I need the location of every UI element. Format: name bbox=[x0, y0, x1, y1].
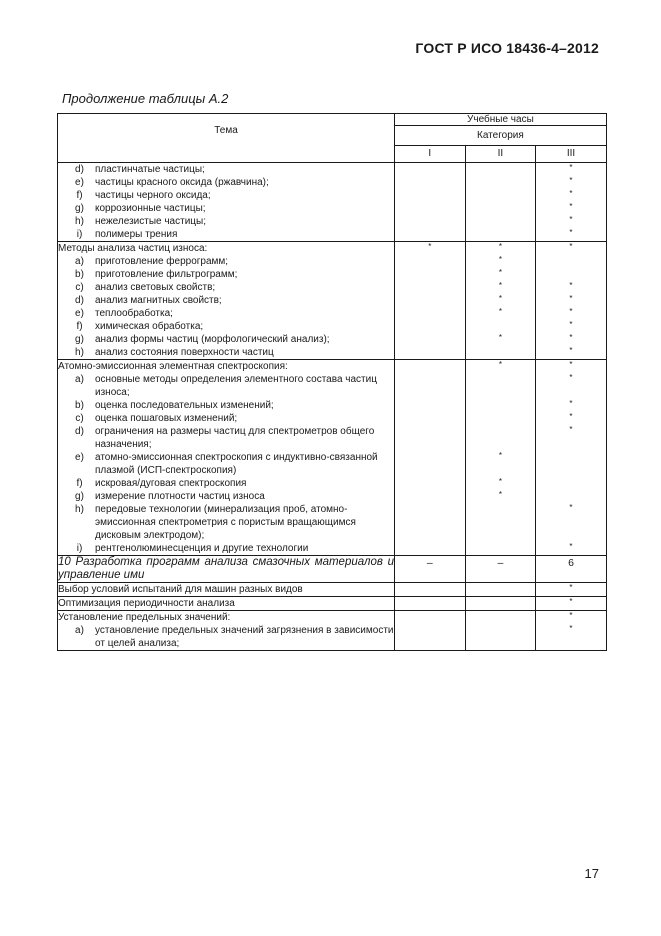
hours-cell-category-2: * bbox=[465, 294, 536, 307]
hours-cell-category-2 bbox=[465, 399, 536, 412]
hours-cell-category-1 bbox=[395, 346, 466, 360]
hours-cell-category-1 bbox=[395, 503, 466, 542]
header-category-1: I bbox=[395, 146, 466, 163]
topic-cell bbox=[58, 228, 395, 242]
item-label: h) bbox=[75, 504, 84, 515]
header-category-3: III bbox=[536, 146, 607, 163]
hours-cell-category-2 bbox=[465, 583, 536, 597]
topic-cell bbox=[58, 503, 395, 542]
topic-cell bbox=[58, 556, 395, 583]
hours-cell-category-3 bbox=[536, 268, 607, 281]
table-row bbox=[58, 333, 607, 346]
header-topic: Тема bbox=[58, 114, 395, 163]
topic-cell bbox=[58, 490, 395, 503]
hours-cell-category-1 bbox=[395, 333, 466, 346]
hours-cell-category-3 bbox=[536, 255, 607, 268]
hours-cell-category-3: * bbox=[536, 373, 607, 399]
item-text: приготовление фильтрограмм; bbox=[95, 269, 238, 280]
hours-cell-category-3: * bbox=[536, 597, 607, 611]
hours-cell-category-2 bbox=[465, 346, 536, 360]
hours-cell-category-2: * bbox=[465, 333, 536, 346]
hours-cell-category-1 bbox=[395, 597, 466, 611]
topic-cell bbox=[58, 307, 395, 320]
table-row bbox=[58, 281, 607, 294]
hours-cell-category-1 bbox=[395, 228, 466, 242]
table-row bbox=[58, 597, 607, 611]
topic-cell bbox=[58, 294, 395, 307]
hours-cell-category-2 bbox=[465, 176, 536, 189]
hours-cell-category-3 bbox=[536, 477, 607, 490]
topic-text: Оптимизация периодичности анализа bbox=[58, 598, 235, 609]
item-text: нежелезистые частицы; bbox=[95, 216, 206, 227]
topic-text: Атомно-эмиссионная элементная спектроскопия: bbox=[58, 361, 288, 372]
item-text: анализ световых свойств; bbox=[95, 282, 216, 293]
item-label: d) bbox=[75, 164, 84, 175]
hours-cell-category-1 bbox=[395, 189, 466, 202]
item-text: частицы черного оксида; bbox=[95, 190, 211, 201]
item-label: g) bbox=[75, 334, 84, 345]
hours-cell-category-2 bbox=[465, 611, 536, 625]
item-label: g) bbox=[75, 491, 84, 502]
item-label: d) bbox=[75, 426, 84, 437]
item-label: i) bbox=[76, 229, 83, 240]
table-row bbox=[58, 346, 607, 360]
item-label: d) bbox=[75, 295, 84, 306]
table-row bbox=[58, 373, 607, 399]
item-label: b) bbox=[75, 269, 84, 280]
hours-cell-category-2: * bbox=[465, 281, 536, 294]
hours-cell-category-2 bbox=[465, 425, 536, 451]
table-row bbox=[58, 624, 607, 651]
topic-cell bbox=[58, 268, 395, 281]
hours-cell-category-1 bbox=[395, 163, 466, 177]
hours-cell-category-1 bbox=[395, 542, 466, 556]
table-row bbox=[58, 307, 607, 320]
hours-cell-category-1: – bbox=[395, 556, 466, 583]
hours-cell-category-2 bbox=[465, 163, 536, 177]
hours-cell-category-1 bbox=[395, 255, 466, 268]
hours-cell-category-3: * bbox=[536, 307, 607, 320]
item-label: e) bbox=[75, 308, 84, 319]
hours-cell-category-1 bbox=[395, 281, 466, 294]
item-text: анализ магнитных свойств; bbox=[95, 295, 222, 306]
table-row bbox=[58, 425, 607, 451]
topic-cell bbox=[58, 360, 395, 374]
hours-cell-category-2 bbox=[465, 320, 536, 333]
topic-cell bbox=[58, 215, 395, 228]
item-text: искровая/дуговая спектроскопия bbox=[95, 478, 247, 489]
item-label: e) bbox=[75, 452, 84, 463]
table-row bbox=[58, 215, 607, 228]
item-text: анализ формы частиц (морфологический анализ); bbox=[95, 334, 330, 345]
item-text: оценка пошаговых изменений; bbox=[95, 413, 238, 424]
topic-cell bbox=[58, 477, 395, 490]
hours-cell-category-2 bbox=[465, 228, 536, 242]
hours-cell-category-2 bbox=[465, 624, 536, 651]
table-row bbox=[58, 360, 607, 374]
table-row bbox=[58, 503, 607, 542]
hours-cell-category-2 bbox=[465, 542, 536, 556]
hours-cell-category-1 bbox=[395, 477, 466, 490]
item-label: a) bbox=[75, 625, 84, 636]
document-code: ГОСТ Р ИСО 18436-4–2012 bbox=[415, 40, 599, 56]
item-text: теплообработка; bbox=[95, 308, 173, 319]
topic-cell bbox=[58, 320, 395, 333]
table-row bbox=[58, 412, 607, 425]
topic-cell bbox=[58, 399, 395, 412]
hours-cell-category-2: * bbox=[465, 307, 536, 320]
topic-cell bbox=[58, 451, 395, 477]
topic-cell bbox=[58, 281, 395, 294]
hours-cell-category-2 bbox=[465, 215, 536, 228]
table-row bbox=[58, 189, 607, 202]
table-row bbox=[58, 242, 607, 256]
hours-cell-category-1 bbox=[395, 412, 466, 425]
hours-cell-category-3: * bbox=[536, 542, 607, 556]
topic-cell bbox=[58, 176, 395, 189]
hours-cell-category-3: * bbox=[536, 281, 607, 294]
hours-cell-category-2 bbox=[465, 202, 536, 215]
topic-cell bbox=[58, 242, 395, 256]
item-text: передовые технологии (минерализация проб, атомно-эмиссионная спектрометрия с пористым вращающимся дисковым электродом); bbox=[95, 504, 356, 541]
hours-cell-category-3: 6 bbox=[536, 556, 607, 583]
hours-cell-category-1 bbox=[395, 360, 466, 374]
hours-cell-category-2: * bbox=[465, 490, 536, 503]
hours-cell-category-1 bbox=[395, 307, 466, 320]
table-row bbox=[58, 399, 607, 412]
hours-cell-category-1 bbox=[395, 624, 466, 651]
table-row bbox=[58, 451, 607, 477]
table-row bbox=[58, 163, 607, 177]
item-text: рентгенолюминесценция и другие технологии bbox=[95, 543, 309, 554]
topic-cell bbox=[58, 624, 395, 651]
topic-cell bbox=[58, 255, 395, 268]
hours-cell-category-2 bbox=[465, 373, 536, 399]
hours-cell-category-1 bbox=[395, 320, 466, 333]
hours-cell-category-1 bbox=[395, 268, 466, 281]
hours-cell-category-2: * bbox=[465, 477, 536, 490]
hours-cell-category-1 bbox=[395, 202, 466, 215]
item-label: i) bbox=[76, 543, 83, 554]
item-label: b) bbox=[75, 400, 84, 411]
table-row bbox=[58, 228, 607, 242]
table-row bbox=[58, 490, 607, 503]
topic-cell bbox=[58, 202, 395, 215]
hours-cell-category-1 bbox=[395, 451, 466, 477]
item-text: приготовление феррограмм; bbox=[95, 256, 229, 267]
hours-cell-category-2 bbox=[465, 189, 536, 202]
topic-cell bbox=[58, 611, 395, 625]
topic-cell bbox=[58, 597, 395, 611]
item-label: f) bbox=[76, 321, 83, 332]
hours-cell-category-3: * bbox=[536, 202, 607, 215]
hours-cell-category-3: * bbox=[536, 425, 607, 451]
topic-cell bbox=[58, 346, 395, 360]
table-row bbox=[58, 202, 607, 215]
hours-cell-category-3: * bbox=[536, 583, 607, 597]
item-text: анализ состояния поверхности частиц bbox=[95, 347, 274, 358]
hours-cell-category-3: * bbox=[536, 346, 607, 360]
hours-cell-category-3: * bbox=[536, 320, 607, 333]
item-label: c) bbox=[75, 413, 84, 424]
table-row bbox=[58, 294, 607, 307]
hours-cell-category-3 bbox=[536, 490, 607, 503]
topic-text: Методы анализа частиц износа: bbox=[58, 243, 208, 254]
table-row bbox=[58, 611, 607, 625]
hours-cell-category-3: * bbox=[536, 503, 607, 542]
hours-cell-category-2: * bbox=[465, 242, 536, 256]
item-text: химическая обработка; bbox=[95, 321, 204, 332]
hours-cell-category-3: * bbox=[536, 294, 607, 307]
hours-cell-category-1 bbox=[395, 373, 466, 399]
hours-cell-category-1 bbox=[395, 294, 466, 307]
item-text: пластинчатые частицы; bbox=[95, 164, 205, 175]
hours-cell-category-2 bbox=[465, 503, 536, 542]
item-text: основные методы определения элементного состава частиц износа; bbox=[95, 374, 377, 398]
table-row bbox=[58, 556, 607, 583]
topic-text: Установление предельных значений: bbox=[58, 612, 231, 623]
table-row bbox=[58, 268, 607, 281]
hours-cell-category-2 bbox=[465, 412, 536, 425]
hours-cell-category-2: – bbox=[465, 556, 536, 583]
item-text: коррозионные частицы; bbox=[95, 203, 206, 214]
page-number: 17 bbox=[584, 866, 599, 881]
topic-cell bbox=[58, 412, 395, 425]
section-title: 10 Разработка программ анализа смазочных материалов и управление ими bbox=[58, 556, 394, 581]
table-row bbox=[58, 176, 607, 189]
item-text: ограничения на размеры частиц для спектрометров общего назначения; bbox=[95, 426, 375, 450]
hours-cell-category-3: * bbox=[536, 176, 607, 189]
hours-cell-category-2: * bbox=[465, 268, 536, 281]
item-text: оценка последовательных изменений; bbox=[95, 400, 274, 411]
topic-cell bbox=[58, 542, 395, 556]
hours-cell-category-3: * bbox=[536, 611, 607, 625]
table-row bbox=[58, 477, 607, 490]
hours-cell-category-2: * bbox=[465, 255, 536, 268]
hours-cell-category-3: * bbox=[536, 242, 607, 256]
hours-cell-category-1 bbox=[395, 425, 466, 451]
hours-cell-category-3 bbox=[536, 451, 607, 477]
item-text: атомно-эмиссионная спектроскопия с индуктивно-связанной плазмой (ИСП-спектроскопия) bbox=[95, 452, 378, 476]
topic-text: Выбор условий испытаний для машин разных видов bbox=[58, 584, 303, 595]
hours-cell-category-3: * bbox=[536, 228, 607, 242]
topic-cell bbox=[58, 333, 395, 346]
item-label: f) bbox=[76, 190, 83, 201]
hours-cell-category-1 bbox=[395, 399, 466, 412]
hours-cell-category-2: * bbox=[465, 360, 536, 374]
item-label: f) bbox=[76, 478, 83, 489]
table-row bbox=[58, 583, 607, 597]
hours-cell-category-2 bbox=[465, 597, 536, 611]
topic-cell bbox=[58, 583, 395, 597]
hours-cell-category-1 bbox=[395, 611, 466, 625]
hours-cell-category-1 bbox=[395, 176, 466, 189]
hours-cell-category-1 bbox=[395, 583, 466, 597]
topic-cell bbox=[58, 373, 395, 399]
item-label: c) bbox=[75, 282, 84, 293]
header-category: Категория bbox=[395, 126, 607, 146]
hours-cell-category-3: * bbox=[536, 412, 607, 425]
topic-cell bbox=[58, 425, 395, 451]
hours-cell-category-3: * bbox=[536, 360, 607, 374]
hours-cell-category-2: * bbox=[465, 451, 536, 477]
hours-cell-category-3: * bbox=[536, 215, 607, 228]
hours-cell-category-3: * bbox=[536, 189, 607, 202]
table-row bbox=[58, 542, 607, 556]
table-caption: Продолжение таблицы А.2 bbox=[62, 91, 229, 106]
header-study-hours: Учебные часы bbox=[395, 114, 607, 126]
item-label: a) bbox=[75, 374, 84, 385]
item-text: установление предельных значений загрязнения в зависимости от целей анализа; bbox=[95, 625, 394, 649]
hours-cell-category-1 bbox=[395, 215, 466, 228]
item-label: h) bbox=[75, 347, 84, 358]
hours-cell-category-3: * bbox=[536, 399, 607, 412]
item-label: a) bbox=[75, 256, 84, 267]
header-category-2: II bbox=[465, 146, 536, 163]
curriculum-table bbox=[57, 113, 607, 651]
item-label: g) bbox=[75, 203, 84, 214]
item-text: полимеры трения bbox=[95, 229, 178, 240]
topic-cell bbox=[58, 189, 395, 202]
hours-cell-category-1: * bbox=[395, 242, 466, 256]
hours-cell-category-1 bbox=[395, 490, 466, 503]
table-row bbox=[58, 320, 607, 333]
topic-cell bbox=[58, 163, 395, 177]
item-text: измерение плотности частиц износа bbox=[95, 491, 265, 502]
item-text: частицы красного оксида (ржавчина); bbox=[95, 177, 269, 188]
hours-cell-category-3: * bbox=[536, 624, 607, 651]
table-row bbox=[58, 255, 607, 268]
hours-cell-category-3: * bbox=[536, 333, 607, 346]
hours-cell-category-3: * bbox=[536, 163, 607, 177]
item-label: h) bbox=[75, 216, 84, 227]
item-label: e) bbox=[75, 177, 84, 188]
